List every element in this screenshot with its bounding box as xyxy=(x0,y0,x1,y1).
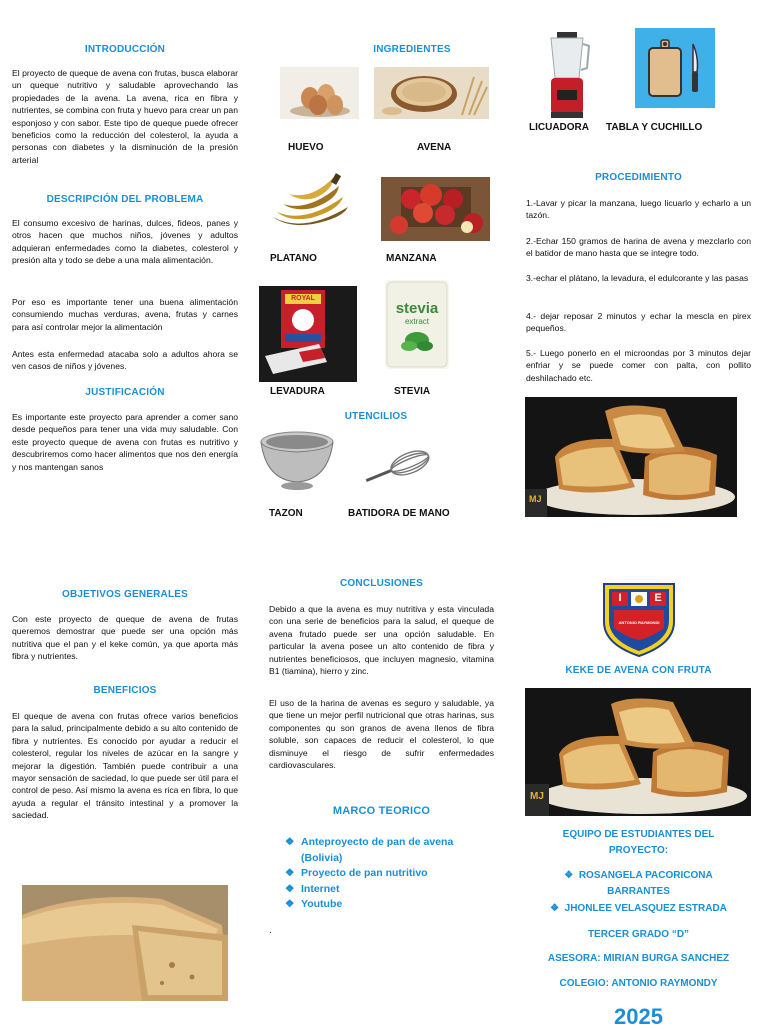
problem-paragraph-2: Por eso es importante tener una buena alimentación consumiendo muchas verduras, avena, frutas y carnes para así controlar mejor la alimentación xyxy=(12,297,238,332)
ingredient-label-egg: HUEVO xyxy=(288,142,324,153)
procedure-step-3: 3.-echar el plátano, la levadura, el edulcorante y las pasas xyxy=(526,273,749,283)
member-bullet-icon: ❖ xyxy=(550,903,565,914)
bowl-image xyxy=(258,428,336,492)
apple-image xyxy=(381,177,490,241)
procedure-title: PROCEDIMIENTO xyxy=(595,172,682,183)
problem-paragraph-3: Antes esta enfermedad atacaba solo a adultos ahora se ven casos de niños y jóvenes. xyxy=(12,349,238,372)
problem-title: DESCRIPCIÓN DEL PROBLEMA xyxy=(46,194,204,205)
framework-item-text: Proyecto de pan nutritivo xyxy=(301,867,428,879)
grade-label: TERCER GRADO “D” xyxy=(587,929,690,940)
framework-item: ❖ Youtube xyxy=(285,898,343,910)
justification-title: JUSTIFICACIÓN xyxy=(85,387,165,398)
conclusions-paragraph-2: El uso de la harina de avenas es seguro y saludable, ya que tiene un mejor perfil nutricional que otras harinas, sus componentes qu son granos de avena llenos de fibra soluble, son capaces de reducir el colesterol, lo que disminuye el riesgo de sufrir enfermedades cardiovasculares. xyxy=(269,698,494,771)
benefits-text: El queque de avena con frutas ofrece varios beneficios para la salud, principalmente debido a su alto contenido de fibra y nutrientes. Es conocido por ayudar a reducir el colesterol, regular los niveles de azúcar en la sangre y mejorar la digestión. También puede contribuir a una mayor sensación de saciedad, lo que puede ser útil para el control de peso. Así mismo la avena es rica en fibra, lo que ayuda a regular el tránsito intestinal y a promover la saciedad. xyxy=(12,711,238,821)
ingredients-title: INGREDIENTES xyxy=(373,44,451,55)
framework-item-text: Internet xyxy=(301,882,340,895)
framework-item-text: Anteproyecto de pan de avena (Bolivia) xyxy=(301,836,454,864)
stevia-sub: extract xyxy=(404,317,429,326)
logo-letter-e: E xyxy=(654,592,662,604)
conclusions-title: CONCLUSIONES xyxy=(340,578,423,589)
oats-image xyxy=(374,67,489,119)
team-member-1 xyxy=(546,868,731,900)
procedure-step-2: 2.-Echar 150 gramos de harina de avena y mezclarlo con el batidor de mano hasta que se integre todo. xyxy=(526,236,751,259)
framework-item: ❖ Anteproyecto de pan de avena (Bolivia) xyxy=(285,836,454,864)
logo-letter-i: I xyxy=(618,592,622,604)
logo-subtext: ANTONIO RAYMONDI xyxy=(618,620,660,625)
objectives-title: OBJETIVOS GENERALES xyxy=(61,589,189,600)
objectives-text: Con este proyecto de queque de avena de frutas queremos demostrar que puede ser una opción más nutritiva que el pan y el keke común, ya que aporta más fibra y nutrientes. xyxy=(12,614,238,662)
cake-mark-1: MJ xyxy=(529,494,542,504)
whisk-image xyxy=(356,446,434,492)
conclusions-paragraph-1: Debido a que la avena es muy nutritiva y esta vinculada con una serie de beneficios para la salud, el queque de avena frutado puede ser una opción saludable. En particular la avena posee un alto contenido de fibra y nutrientes beneficiosos, que incluyen magnesio, vitamina B1 (tiamina), hierro y zinc. xyxy=(269,604,494,677)
framework-item-text: Youtube xyxy=(301,898,343,910)
yeast-brand: ROYAL xyxy=(291,295,315,302)
cover-title: KEKE DE AVENA CON FRUTA xyxy=(565,665,712,676)
cake-photo-benefits xyxy=(22,885,228,1001)
utensil-label-board-knife: TABLA Y CUCHILLO xyxy=(606,122,703,133)
framework-trailing-dot: . xyxy=(269,925,272,936)
stevia-brand: stevia xyxy=(395,300,439,317)
school-logo xyxy=(600,580,678,658)
utensil-label-bowl: TAZON xyxy=(269,508,303,519)
ingredient-label-yeast: LEVADURA xyxy=(270,386,325,397)
banana-image xyxy=(263,172,358,232)
framework-list xyxy=(285,835,490,913)
team-member-2 xyxy=(526,902,751,916)
cutting-board-image xyxy=(635,28,715,108)
intro-text: El proyecto de queque de avena con frutas, busca elaborar un queque nutritivo y saludable aprovechando las propiedades de la avena. La avena, rica en fibra y nutrientes, se combina con fruta y huevo para crear un pan esponjoso y con sabor. Este tipo de queque puede ofrecer beneficios como la reducción del colesterol, la ayuda a personas con diabetes y la disminución de la presión arterial xyxy=(12,68,238,165)
problem-paragraph-1: El consumo excesivo de harinas, dulces, fideos, panes y otros hacen que muchos niños, jóvenes y adultos adquieran enfermedades como la diabetes, colesterol y presión alta y todo se debe a una mala alimentación. xyxy=(12,218,238,266)
member-bullet-icon: ❖ xyxy=(564,870,579,881)
procedure-step-5: 5.- Luego ponerlo en el microondas por 3 minutos dejar enfriar y se puede comer con palta, con pollito deshilachado etc. xyxy=(526,348,751,383)
procedure-step-4: 4.- dejar reposar 2 minutos y echar la mescla en pirex pequeños. xyxy=(526,311,751,334)
justification-text: Es importante este proyecto para aprender a comer sano desde pequeños para tener una vida muy saludable. Con este proyecto queque de avena con frutas es nutritivo y descubriremos como hacer alimentos que nos den energía y nos mantengan sanos xyxy=(12,412,238,472)
ingredient-label-stevia: STEVIA xyxy=(394,386,431,397)
team-title: EQUIPO DE ESTUDIANTES DEL PROYECTO: xyxy=(562,829,715,856)
team-member-2-name: JHONLEE VELASQUEZ ESTRADA xyxy=(564,903,727,914)
cake-photo-cover xyxy=(525,688,751,816)
cake-photo-procedure xyxy=(525,397,737,517)
team-member-1-name: ROSANGELA PACORICONA BARRANTES xyxy=(578,870,713,897)
advisor-label: ASESORA: MIRIAN BURGA SANCHEZ xyxy=(547,953,730,964)
procedure-step-1: 1.-Lavar y picar la manzana, luego licuarlo y echarlo a un tazón. xyxy=(526,198,751,221)
school-label: COLEGIO: ANTONIO RAYMONDY xyxy=(559,978,718,989)
blender-image xyxy=(543,32,591,118)
ingredient-label-banana: PLATANO xyxy=(270,253,317,264)
framework-item: ❖ Proyecto de pan nutritivo xyxy=(285,867,428,879)
stevia-image xyxy=(385,280,449,369)
framework-item: ❖ Internet xyxy=(285,882,340,895)
framework-title: MARCO TEORICO xyxy=(332,805,431,817)
intro-title: INTRODUCCIÓN xyxy=(84,44,166,55)
ingredient-label-apple: MANZANA xyxy=(386,253,437,264)
utensils-title: UTENCILIOS xyxy=(344,411,408,422)
ingredient-label-oats: AVENA xyxy=(417,142,452,153)
eggs-image xyxy=(280,67,359,119)
yeast-image xyxy=(259,286,357,382)
cake-mark-2: MJ xyxy=(530,791,544,802)
utensil-label-blender: LICUADORA xyxy=(529,122,589,133)
benefits-title: BENEFICIOS xyxy=(93,685,157,696)
utensil-label-whisk: BATIDORA DE MANO xyxy=(348,508,450,519)
year-label: 2025 xyxy=(614,1004,663,1029)
